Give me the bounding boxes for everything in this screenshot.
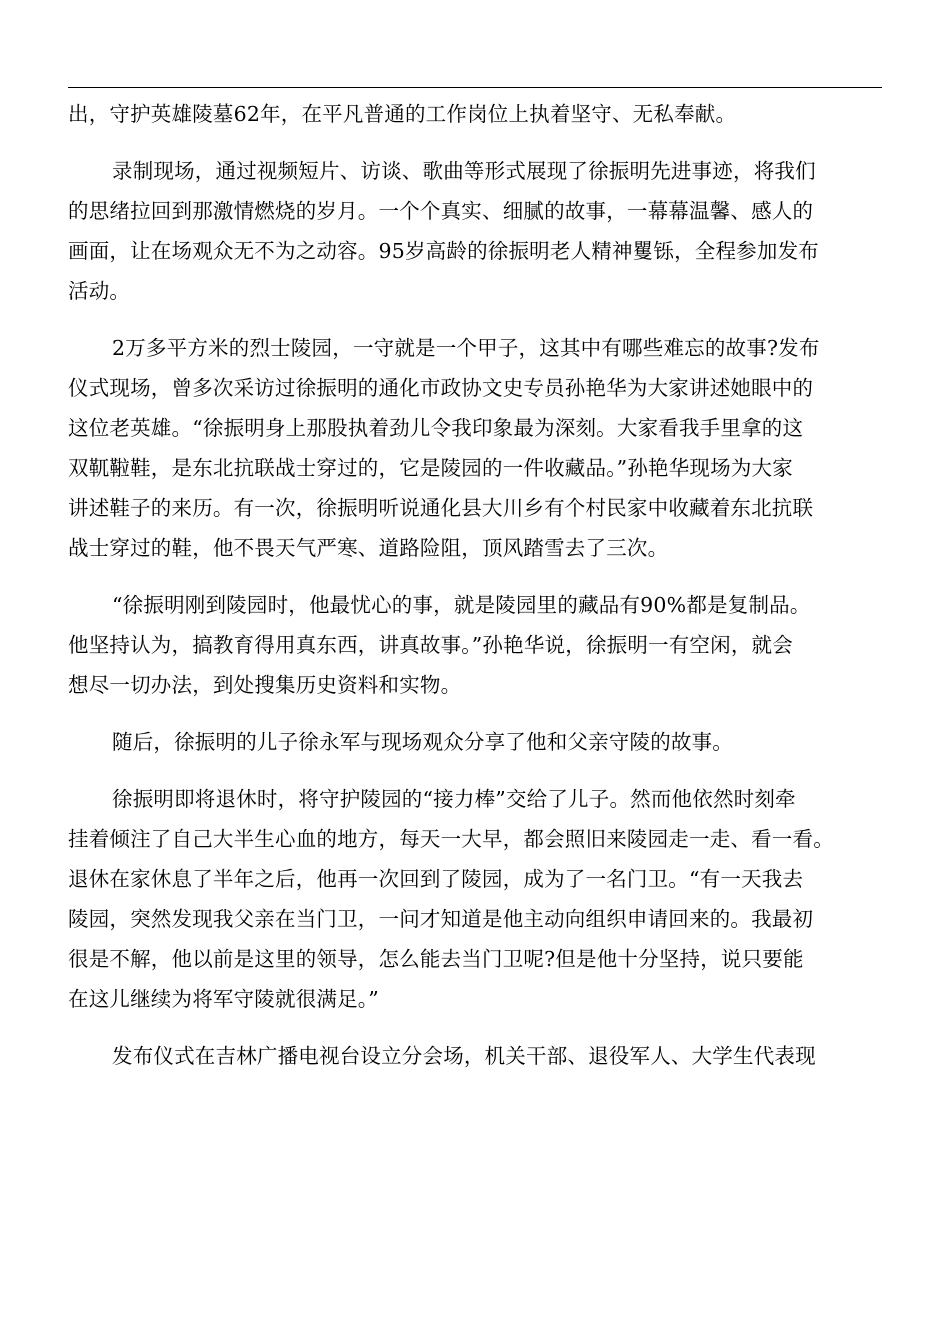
text-line: 发布仪式在吉林广播电视台设立分会场，机关干部、退役军人、大学生代表现 (112, 1044, 816, 1068)
text-line: 这位老英雄。“徐振明身上那股执着劲儿令我印象最为深刻。大家看我手里拿的这 (68, 416, 804, 440)
text-line: 陵园，突然发现我父亲在当门卫，一问才知道是他主动向组织申请回来的。我最初 (68, 907, 814, 931)
text-line: 画面，让在场观众无不为之动容。95岁高龄的徐振明老人精神矍铄，全程参加发布 (68, 239, 819, 263)
text-line: 他坚持认为，搞教育得用真东西，讲真故事。”孙艳华说，徐振明一有空闲，就会 (68, 633, 793, 657)
text-line: 想尽一切办法，到处搜集历史资料和实物。 (68, 673, 462, 697)
text-line: 的思绪拉回到那激情燃烧的岁月。一个个真实、细腻的故事，一幕幕温馨、感人的 (68, 199, 814, 223)
text-line: 录制现场，通过视频短片、访谈、歌曲等形式展现了徐振明先进事迹，将我们 (112, 159, 816, 183)
text-line: 出，守护英雄陵墓62年，在平凡普通的工作岗位上执着坚守、无私奉献。 (68, 102, 737, 126)
text-line: “徐振明刚到陵园时，他最忧心的事，就是陵园里的藏品有90%都是复制品。 (112, 593, 811, 617)
text-line: 战士穿过的鞋，他不畏天气严寒、道路险阻，顶风踏雪去了三次。 (68, 536, 669, 560)
text-line: 随后，徐振明的儿子徐永军与现场观众分享了他和父亲守陵的故事。 (112, 730, 733, 754)
text-line: 2万多平方米的烈士陵园，一守就是一个甲子，这其中有哪些难忘的故事?发布 (112, 336, 820, 360)
text-line: 在这儿继续为将军守陵就很满足。” (68, 987, 379, 1011)
text-line: 退休在家休息了半年之后，他再一次回到了陵园，成为了一名门卫。“有一天我去 (68, 867, 804, 891)
text-line: 仪式现场，曾多次采访过徐振明的通化市政协文史专员孙艳华为大家讲述她眼中的 (68, 376, 814, 400)
text-line: 双靰鞡鞋，是东北抗联战士穿过的，它是陵园的一件收藏品。”孙艳华现场为大家 (68, 456, 793, 480)
text-line: 很是不解，他以前是这里的领导，怎么能去当门卫呢?但是他十分坚持，说只要能 (68, 947, 804, 971)
text-line: 讲述鞋子的来历。有一次，徐振明听说通化县大川乡有个村民家中收藏着东北抗联 (68, 496, 814, 520)
document-body (68, 94, 890, 1076)
text-line: 活动。 (68, 279, 131, 303)
text-line: 挂着倾注了自己大半生心血的地方，每天一大早，都会照旧来陵园走一走、看一看。 (68, 827, 834, 851)
header-rule (68, 87, 882, 88)
text-line: 徐振明即将退休时，将守护陵园的“接力棒”交给了儿子。然而他依然时刻牵 (112, 787, 796, 811)
